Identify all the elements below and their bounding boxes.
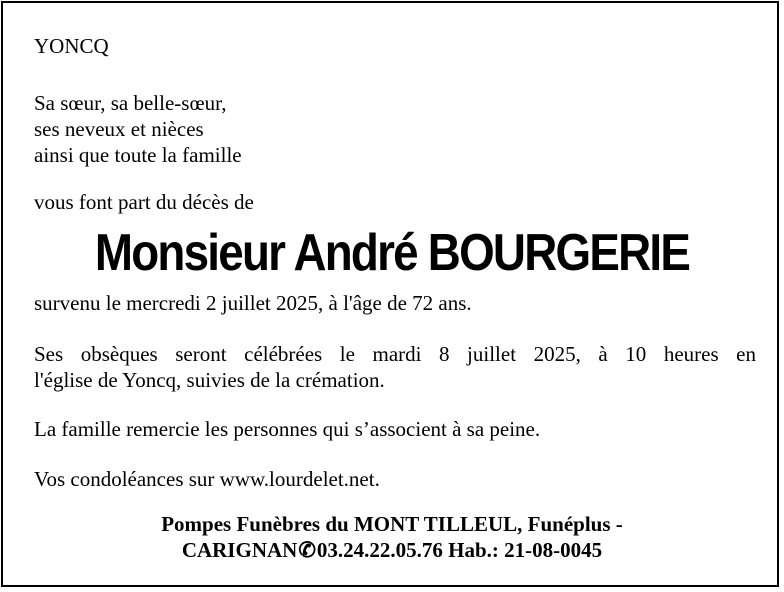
funeral-home-contact xyxy=(3,537,781,563)
death-notice xyxy=(1,1,779,587)
funeral-line: Ses obsèques seront célébrées le mardi 8 juillet 2025, à 10 heures en xyxy=(34,342,756,366)
phone-number: 03.24.22.05.76 Hab.: 21-08-0045 xyxy=(316,538,603,562)
family-line: Sa sœur, sa belle-sœur, xyxy=(34,91,227,115)
condolences-text: Vos condoléances sur www.lourdelet.net. xyxy=(34,467,380,491)
funeral-home-footer xyxy=(3,511,781,563)
funeral-home-name: Pompes Funèbres du MONT TILLEUL, Funéplus - xyxy=(161,512,623,536)
thanks-text: La famille remercie les personnes qui s’associent à sa peine. xyxy=(34,417,541,441)
family-line: ainsi que toute la famille xyxy=(34,143,242,167)
family-line: ses neveux et nièces xyxy=(34,117,204,141)
town-heading: YONCQ xyxy=(34,34,109,58)
funeral-line: l'église de Yoncq, suivies de la crémation. xyxy=(34,368,385,392)
death-info: survenu le mercredi 2 juillet 2025, à l'âge de 72 ans. xyxy=(34,291,472,315)
family-list xyxy=(34,90,242,168)
funeral-home-city: CARIGNAN xyxy=(181,538,298,562)
deceased-name: Monsieur André BOURGERIE xyxy=(94,224,690,282)
phone-icon: ✆ xyxy=(298,538,316,562)
announcement-text: vous font part du décès de xyxy=(34,190,254,214)
funeral-details xyxy=(34,341,756,393)
